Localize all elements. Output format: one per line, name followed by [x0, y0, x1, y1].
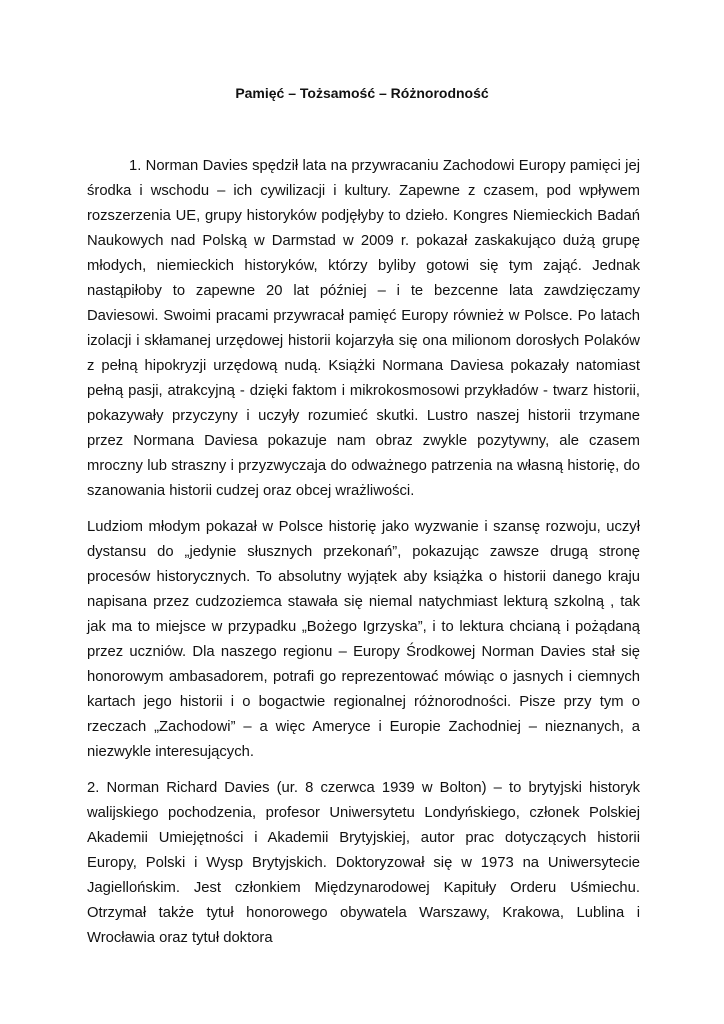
- paragraph-3: 2. Norman Richard Davies (ur. 8 czerwca 1939 w Bolton) – to brytyjski historyk walijskiego pochodzenia, profesor Uniwersytetu Londyńskiego, członek Polskiej Akademii Umiejętności i Akademii Brytyjskiej, autor prac dotyczących historii Europy, Polski i Wysp Brytyjskich. Doktoryzował się w 1973 na Uniwersytecie Jagiellońskim. Jest członkiem Międzynarodowej Kapituły Orderu Uśmiechu. Otrzymał także tytuł honorowego obywatela Warszawy, Krakowa, Lublina i Wrocławia oraz tytuł doktora: [87, 780, 640, 946]
- document-body: [87, 154, 640, 962]
- paragraph-1: 1. Norman Davies spędził lata na przywracaniu Zachodowi Europy pamięci jej środka i wschodu – ich cywilizacji i kultury. Zapewne z czasem, pod wpływem rozszerzenia UE, grupy historyków podjęłyby to dzieło. Kongres Niemieckich Badań Naukowych nad Polską w Darmstad w 2009 r. pokazał zaskakująco dużą grupę młodych, niemieckich historyków, którzy byliby gotowi się tym zająć. Jednak nastąpiłoby to zapewne 20 lat później – i te bezcenne lata zawdzięczamy Daviesowi. Swoimi pracami przywracał pamięć Europy również w Polsce. Po latach izolacji i skłamanej urzędowej historii kojarzyła się ona milionom dorosłych Polaków z pełną hipokryzji urzędową nudą. Książki Normana Daviesa pokazały natomiast pełną pasji, atrakcyjną - dzięki faktom i mikrokosmosowi przykładów - twarz historii, pokazywały przyczyny i uczyły rozumieć skutki. Lustro naszej historii trzymane przez Normana Daviesa pokazuje nam obraz zwykle pozytywny, ale czasem mroczny lub straszny i przyzwyczaja do odważnego patrzenia na własną historię, do szanowania historii cudzej oraz obcej wrażliwości.: [87, 158, 640, 499]
- paragraph-2: Ludziom młodym pokazał w Polsce historię jako wyzwanie i szansę rozwoju, uczył dystansu do „jedynie słusznych przekonań”, pokazując zawsze drugą stronę procesów historycznych. To absolutny wyjątek aby książka o historii danego kraju napisana przez cudzoziemca stawała się niemal natychmiast lekturą szkolną , tak jak ma to miejsce w przypadku „Bożego Igrzyska”, i to lektura chcianą i pożądaną przez uczniów. Dla naszego regionu – Europy Środkowej Norman Davies stał się honorowym ambasadorem, potrafi go reprezentować mówiąc o jasnych i ciemnych kartach jego historii i o bogactwie regionalnej różnorodności. Pisze przy tym o rzeczach „Zachodowi” – a więc Ameryce i Europie Zachodniej – nieznanych, a niezwykle interesujących.: [87, 519, 640, 760]
- document-title: Pamięć – Tożsamość – Różnorodność: [235, 85, 489, 101]
